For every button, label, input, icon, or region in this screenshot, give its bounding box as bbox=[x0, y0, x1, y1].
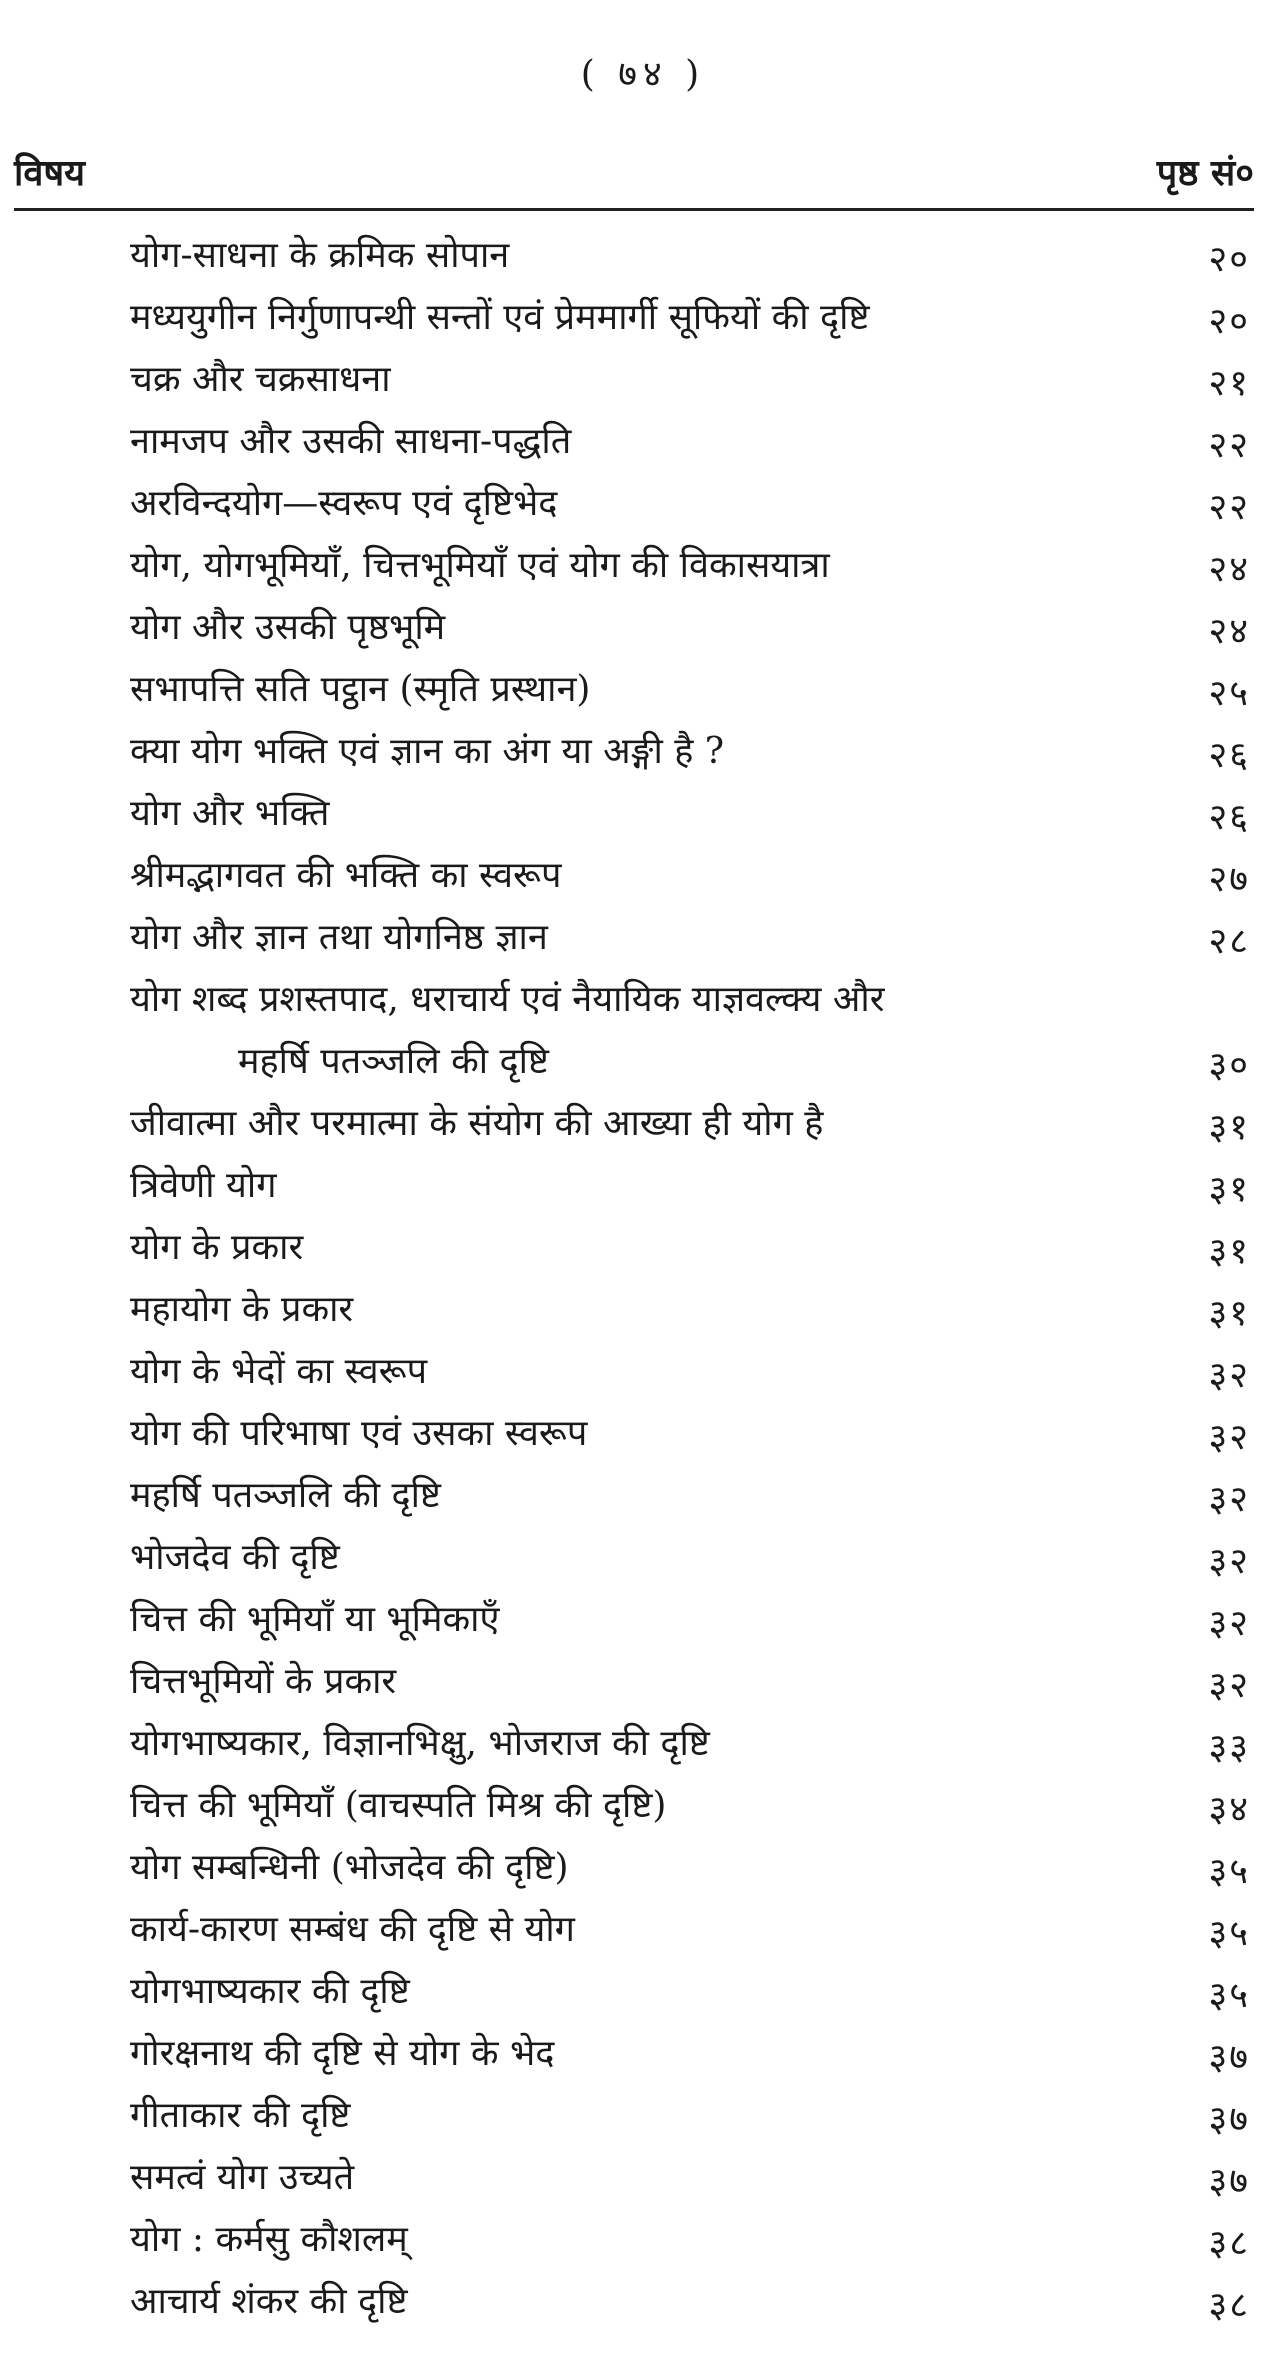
toc-entry-title bbox=[130, 1720, 710, 1768]
toc-entry-title-text: योग और ज्ञान तथा योगनिष्ठ ज्ञान bbox=[130, 917, 548, 958]
toc-entry-page-number: ३२ bbox=[1208, 1355, 1250, 1396]
toc-entry-title-text: चक्र और चक्रसाधना bbox=[130, 359, 391, 400]
toc-entry-title-text: योगभाष्यकार की दृष्टि bbox=[130, 1971, 410, 2012]
toc-entry bbox=[0, 1152, 1286, 1214]
toc-entry-title-text: योग के प्रकार bbox=[130, 1227, 304, 1268]
toc-entry bbox=[0, 1648, 1286, 1710]
toc-entry bbox=[0, 1958, 1286, 2020]
toc-entry-title-text: योग : कर्मसु कौशलम् bbox=[130, 2219, 408, 2260]
toc-entry-title-text: गीताकार की दृष्टि bbox=[130, 2095, 351, 2136]
toc-entry-title-text: नामजप और उसकी साधना-पद्धति bbox=[130, 421, 572, 462]
toc-entry-title bbox=[130, 666, 590, 714]
toc-entry-page-number: ३२ bbox=[1208, 1603, 1250, 1644]
toc-entry-title-text: समत्वं योग उच्यते bbox=[130, 2157, 355, 2198]
toc-entry-title bbox=[130, 294, 870, 342]
toc-entry bbox=[0, 842, 1286, 904]
toc-entry-title bbox=[130, 976, 884, 1086]
toc-entry-title-text: योग और भक्ति bbox=[130, 793, 330, 834]
toc-entry-title bbox=[130, 1100, 823, 1148]
toc-entry-title-text: चित्त की भूमियाँ (वाचस्पति मिश्र की दृष्टि) bbox=[130, 1785, 667, 1826]
toc-entry bbox=[0, 656, 1286, 718]
toc-entry bbox=[0, 1276, 1286, 1338]
toc-entry-page-number: २६ bbox=[1208, 797, 1250, 838]
toc-header bbox=[14, 140, 1254, 196]
toc-entry-title-text: अरविन्दयोग—स्वरूप एवं दृष्टिभेद bbox=[130, 483, 558, 524]
toc-entry-title-text: योगभाष्यकार, विज्ञानभिक्षु, भोजराज की दृष्टि bbox=[130, 1723, 710, 1764]
toc-entry bbox=[0, 1090, 1286, 1152]
header-divider bbox=[14, 208, 1254, 211]
toc-entry-title-text: त्रिवेणी योग bbox=[130, 1165, 277, 1206]
toc-entry-title bbox=[130, 728, 724, 776]
table-of-contents bbox=[0, 222, 1286, 2330]
toc-entry-title-text: चित्त की भूमियाँ या भूमिकाएँ bbox=[130, 1599, 500, 1640]
toc-entry-title bbox=[130, 1410, 587, 1458]
toc-entry-page-number: ३८ bbox=[1208, 2285, 1250, 2326]
toc-entry-page-number: २७ bbox=[1208, 859, 1250, 900]
toc-entry-page-number: ३५ bbox=[1208, 1851, 1250, 1892]
toc-entry-title bbox=[130, 790, 329, 838]
toc-entry-page-number: ३३ bbox=[1208, 1727, 1250, 1768]
toc-entry-title-text: महर्षि पतञ्जलि की दृष्टि bbox=[130, 1475, 441, 1516]
toc-entry-title-text: योग शब्द प्रशस्तपाद, धराचार्य एवं नैयायिक याज्ञवल्क्य और bbox=[130, 979, 885, 1020]
toc-entry-title-text: योग की परिभाषा एवं उसका स्वरूप bbox=[130, 1413, 588, 1454]
toc-entry-title bbox=[130, 1286, 353, 1334]
toc-entry-page-number: ३५ bbox=[1208, 1913, 1250, 1954]
toc-entry bbox=[0, 904, 1286, 966]
toc-entry-title-text: आचार्य शंकर की दृष्टि bbox=[130, 2281, 408, 2322]
toc-entry bbox=[0, 1338, 1286, 1400]
toc-entry-page-number: ३७ bbox=[1208, 2037, 1250, 2078]
toc-entry-page-number: ३८ bbox=[1208, 2223, 1250, 2264]
toc-entry bbox=[0, 284, 1286, 346]
toc-entry-page-number: ३० bbox=[1208, 1045, 1250, 1086]
toc-entry-title bbox=[130, 1968, 410, 2016]
toc-entry-page-number: ३१ bbox=[1208, 1293, 1250, 1334]
toc-entry-title-text: मध्ययुगीन निर्गुणापन्थी सन्तों एवं प्रेममार्गी सूफियों की दृष्टि bbox=[130, 297, 870, 338]
toc-entry-title-text: श्रीमद्भागवत की भक्ति का स्वरूप bbox=[130, 855, 562, 896]
toc-entry-page-number: २६ bbox=[1208, 735, 1250, 776]
toc-entry-title bbox=[130, 1348, 427, 1396]
page-column-label: पृष्ठ सं० bbox=[1156, 152, 1254, 194]
toc-entry bbox=[0, 408, 1286, 470]
toc-entry bbox=[0, 2082, 1286, 2144]
toc-entry bbox=[0, 2268, 1286, 2330]
toc-entry-title-text: चित्तभूमियों के प्रकार bbox=[130, 1661, 397, 1702]
toc-entry-title-text: महायोग के प्रकार bbox=[130, 1289, 354, 1330]
toc-entry-page-number: ३२ bbox=[1208, 1665, 1250, 1706]
toc-entry-title-text: योग के भेदों का स्वरूप bbox=[130, 1351, 428, 1392]
toc-entry bbox=[0, 1462, 1286, 1524]
toc-entry-title bbox=[130, 1906, 575, 1954]
toc-entry-page-number: ३१ bbox=[1208, 1107, 1250, 1148]
toc-entry-title bbox=[130, 852, 561, 900]
toc-entry-page-number: ३१ bbox=[1208, 1169, 1250, 1210]
toc-entry-title-text: योग-साधना के क्रमिक सोपान bbox=[130, 235, 510, 276]
toc-entry-page-number: २८ bbox=[1208, 921, 1250, 962]
toc-entry bbox=[0, 1214, 1286, 1276]
page-number: ( ७४ ) bbox=[580, 54, 706, 95]
toc-entry-title bbox=[130, 2092, 350, 2140]
toc-entry-page-number: २२ bbox=[1208, 487, 1250, 528]
toc-entry-title-text: जीवात्मा और परमात्मा के संयोग की आख्या ही योग है bbox=[130, 1103, 824, 1144]
toc-entry-title-text: योग सम्बन्धिनी (भोजदेव की दृष्टि) bbox=[130, 1847, 569, 1888]
toc-entry bbox=[0, 780, 1286, 842]
toc-entry-page-number: २५ bbox=[1208, 673, 1250, 714]
toc-entry-title bbox=[130, 1224, 303, 1272]
toc-entry bbox=[0, 1896, 1286, 1958]
toc-entry-page-number: २० bbox=[1208, 301, 1250, 342]
toc-entry-title bbox=[130, 1472, 441, 1520]
toc-entry bbox=[0, 1400, 1286, 1462]
toc-entry bbox=[0, 2206, 1286, 2268]
toc-entry-title bbox=[130, 232, 509, 280]
toc-entry-title-text: कार्य-कारण सम्बंध की दृष्टि से योग bbox=[130, 1909, 575, 1950]
toc-entry bbox=[0, 1586, 1286, 1648]
toc-entry-title bbox=[130, 356, 391, 404]
toc-entry bbox=[0, 1834, 1286, 1896]
toc-entry-page-number: २४ bbox=[1208, 611, 1250, 652]
toc-entry-title-text: गोरक्षनाथ की दृष्टि से योग के भेद bbox=[130, 2033, 555, 2074]
toc-entry-title-continuation: महर्षि पतञ्जलि की दृष्टि bbox=[238, 1041, 549, 1082]
toc-entry bbox=[0, 1772, 1286, 1834]
toc-entry-title-text: योग और उसकी पृष्ठभूमि bbox=[130, 607, 446, 648]
toc-entry-title bbox=[130, 542, 830, 590]
toc-entry-title bbox=[130, 1162, 276, 1210]
toc-entry bbox=[0, 966, 1286, 1090]
toc-entry-title bbox=[130, 418, 571, 466]
toc-entry bbox=[0, 1524, 1286, 1586]
toc-entry-page-number: ३२ bbox=[1208, 1479, 1250, 1520]
toc-entry-page-number: ३४ bbox=[1208, 1789, 1250, 1830]
toc-entry bbox=[0, 594, 1286, 656]
toc-entry-title-text: योग, योगभूमियाँ, चित्तभूमियाँ एवं योग की विकासयात्रा bbox=[130, 545, 830, 586]
toc-entry-title bbox=[130, 1658, 396, 1706]
toc-entry-title bbox=[130, 1534, 340, 1582]
toc-entry-title bbox=[130, 604, 445, 652]
toc-entry bbox=[0, 222, 1286, 284]
toc-entry-title bbox=[130, 2278, 407, 2326]
toc-entry-title bbox=[130, 2030, 554, 2078]
toc-entry bbox=[0, 1710, 1286, 1772]
toc-entry-title bbox=[130, 2216, 408, 2264]
toc-entry-title bbox=[130, 1596, 499, 1644]
toc-entry-page-number: ३५ bbox=[1208, 1975, 1250, 2016]
toc-entry-page-number: ३७ bbox=[1208, 2099, 1250, 2140]
toc-entry-title bbox=[130, 480, 557, 528]
toc-entry bbox=[0, 2144, 1286, 2206]
toc-entry-title bbox=[130, 2154, 354, 2202]
toc-entry bbox=[0, 718, 1286, 780]
toc-entry bbox=[0, 346, 1286, 408]
toc-entry-page-number: ३२ bbox=[1208, 1417, 1250, 1458]
toc-entry-page-number: ३१ bbox=[1208, 1231, 1250, 1272]
toc-entry-page-number: २१ bbox=[1208, 363, 1250, 404]
toc-entry-title bbox=[130, 1844, 569, 1892]
toc-entry-page-number: २२ bbox=[1208, 425, 1250, 466]
toc-entry bbox=[0, 2020, 1286, 2082]
toc-entry bbox=[0, 532, 1286, 594]
toc-entry-title-text: सभापत्ति सति पट्ठान (स्मृति प्रस्थान) bbox=[130, 669, 591, 710]
toc-entry-title-text: भोजदेव की दृष्टि bbox=[130, 1537, 340, 1578]
toc-entry bbox=[0, 470, 1286, 532]
toc-entry-title bbox=[130, 1782, 666, 1830]
toc-entry-page-number: २० bbox=[1208, 239, 1250, 280]
toc-entry-page-number: ३७ bbox=[1208, 2161, 1250, 2202]
toc-entry-title bbox=[130, 914, 548, 962]
toc-entry-page-number: २४ bbox=[1208, 549, 1250, 590]
toc-entry-page-number: ३२ bbox=[1208, 1541, 1250, 1582]
toc-entry-title-text: क्या योग भक्ति एवं ज्ञान का अंग या अङ्गी है ? bbox=[130, 731, 725, 772]
subject-column-label: विषय bbox=[14, 152, 86, 194]
